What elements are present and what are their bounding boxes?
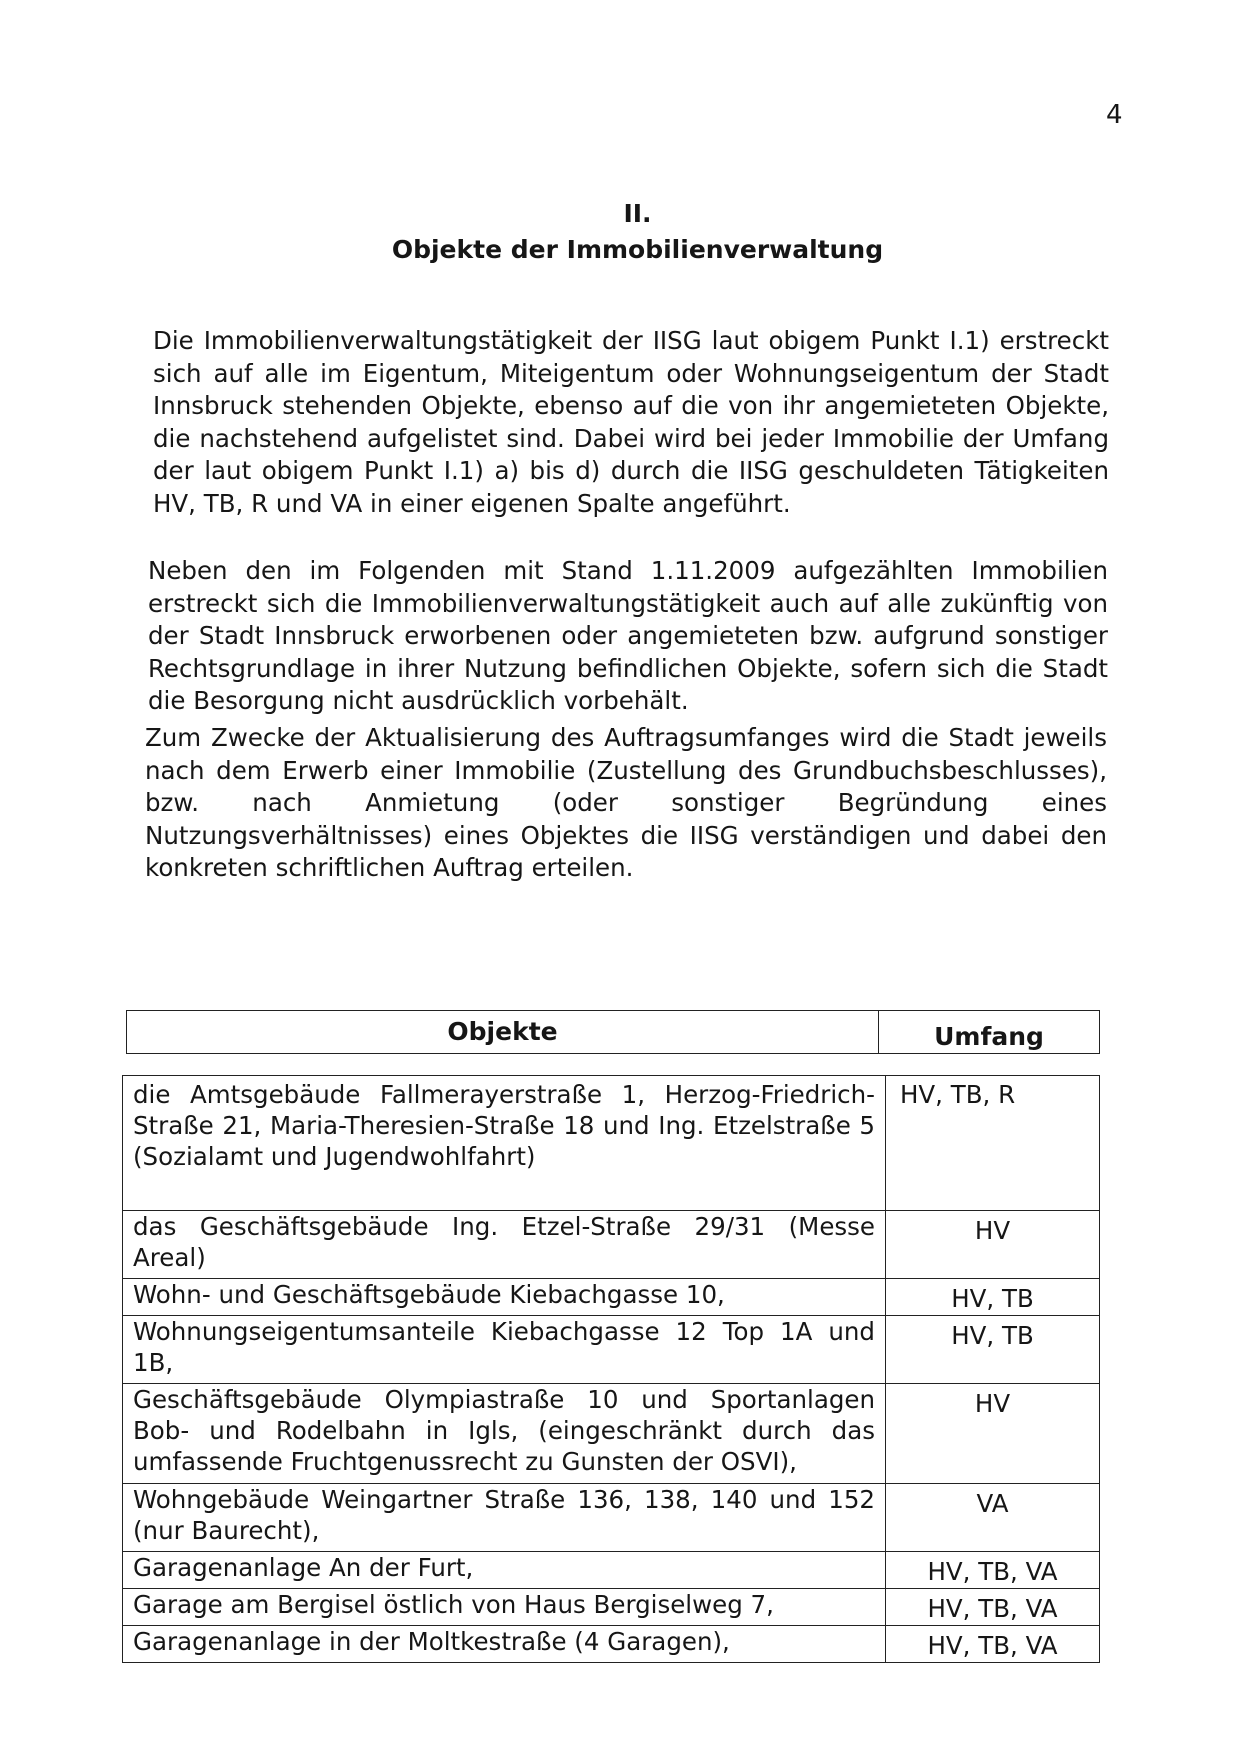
table-row	[123, 1484, 1100, 1552]
section-numeral: II.	[623, 199, 652, 228]
table-row	[123, 1552, 1100, 1589]
object-cell: Wohn- und Geschäftsgebäude Kiebachgasse 10,	[123, 1279, 886, 1316]
object-cell: Geschäftsgebäude Olympiastraße 10 und Sportanlagen Bob- und Rodelbahn in Igls, (eingeschränkt durch das umfassende Fruchtgenussrecht zu Gunsten der OSVI),	[123, 1384, 886, 1484]
intro-paragraph: Die Immobilienverwaltungstätigkeit der IISG laut obigem Punkt I.1) erstreckt sich auf alle im Eigentum, Miteigentum oder Wohnungseigentum der Stadt Innsbruck stehenden Objekte, ebenso auf die von ihr angemieteten Objekte, die nachstehend aufgelistet sind. Dabei wird bei jeder Immobilie der Umfang der laut obigem Punkt I.1) a) bis d) durch die IISG geschuldeten Tätigkeiten HV, TB, R und VA in einer eigenen Spalte angeführt.	[153, 326, 1109, 518]
table-row	[123, 1626, 1100, 1663]
scope-cell: HV, TB	[886, 1316, 1100, 1384]
object-cell: Wohnungseigentumsanteile Kiebachgasse 12 Top 1A und 1B,	[123, 1316, 886, 1384]
scope-cell: HV, TB, VA	[886, 1589, 1100, 1626]
page-number: 4	[1106, 100, 1123, 130]
scope-cell: HV, TB, VA	[886, 1626, 1100, 1663]
scope-cell: HV	[886, 1384, 1100, 1484]
section-heading	[0, 196, 1240, 268]
object-cell: Garagenanlage An der Furt,	[123, 1552, 886, 1589]
scope-cell: HV	[886, 1211, 1100, 1279]
objects-table	[122, 1075, 1100, 1663]
table-row	[123, 1589, 1100, 1626]
object-cell: Garage am Bergisel östlich von Haus Bergiselweg 7,	[123, 1589, 886, 1626]
table-row	[123, 1279, 1100, 1316]
update-paragraph: Zum Zwecke der Aktualisierung des Auftragsumfanges wird die Stadt jeweils nach dem Erwerb einer Immobilie (Zustellung des Grundbuchsbeschlusses), bzw. nach Anmietung (oder sonstiger Begründung eines Nutzungsverhältnisses) eines Objektes die IISG verständigen und dabei den konkreten schriftlichen Auftrag erteilen.	[145, 723, 1107, 882]
scope-paragraph: Neben den im Folgenden mit Stand 1.11.2009 aufgezählten Immobilien erstreckt sich die Immobilienverwaltungstätigkeit auch auf alle zukünftig von der Stadt Innsbruck erworbenen oder angemieteten bzw. aufgrund sonstiger Rechtsgrundlage in ihrer Nutzung befindlichen Objekte, sofern sich die Stadt die Besorgung nicht ausdrücklich vorbehält.	[148, 556, 1108, 715]
scope-cell: HV, TB, VA	[886, 1552, 1100, 1589]
table-row	[123, 1316, 1100, 1384]
object-cell: die Amtsgebäude Fallmerayerstraße 1, Herzog-Friedrich-Straße 21, Maria-Theresien-Straße 18 und Ing. Etzelstraße 5 (Sozialamt und Jugendwohlfahrt)	[123, 1076, 886, 1211]
header-scope: Umfang	[934, 1022, 1044, 1051]
table-row	[123, 1076, 1100, 1211]
table-row	[123, 1211, 1100, 1279]
header-objects: Objekte	[127, 1011, 879, 1053]
section-title: Objekte der Immobilienverwaltung	[391, 235, 884, 264]
table-row	[123, 1384, 1100, 1484]
scope-cell: HV, TB	[886, 1279, 1100, 1316]
objects-table-header	[126, 1010, 1100, 1054]
scope-cell: VA	[886, 1484, 1100, 1552]
object-cell: das Geschäftsgebäude Ing. Etzel-Straße 29/31 (Messe Areal)	[123, 1211, 886, 1279]
scope-cell: HV, TB, R	[886, 1076, 1100, 1211]
object-cell: Garagenanlage in der Moltkestraße (4 Garagen),	[123, 1626, 886, 1663]
object-cell: Wohngebäude Weingartner Straße 136, 138, 140 und 152 (nur Baurecht),	[123, 1484, 886, 1552]
